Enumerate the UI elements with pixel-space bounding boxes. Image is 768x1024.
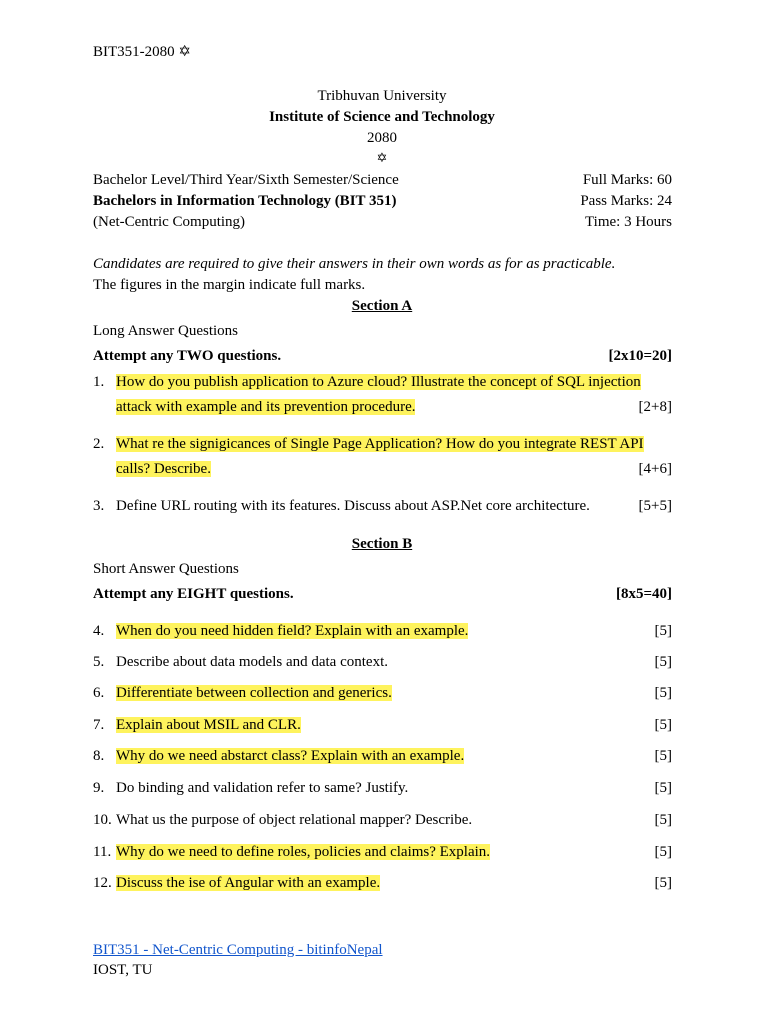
section-b-marks: [8x5=40] xyxy=(615,586,672,602)
level-text: Bachelor Level/Third Year/Sixth Semester/Science xyxy=(93,172,399,188)
question-number: 3. xyxy=(93,498,105,514)
question-marks: [4+6] xyxy=(638,461,672,477)
section-a-attempt: Attempt any TWO questions. xyxy=(93,348,282,364)
university-name: Tribhuvan University xyxy=(317,88,447,104)
source-link[interactable]: BIT351 - Net-Centric Computing - bitinfoNepal xyxy=(93,942,383,958)
star-icon: ✡ xyxy=(376,150,388,165)
question-marks: [5+5] xyxy=(638,498,672,514)
question-marks: [5] xyxy=(654,717,672,733)
question-text-cont: attack with example and its prevention procedure. xyxy=(116,399,416,415)
question-number: 12. xyxy=(93,875,112,891)
question-marks: [5] xyxy=(654,748,672,764)
section-a-title: Section A xyxy=(351,298,413,314)
section-b-title: Section B xyxy=(351,536,413,552)
section-a-subtitle: Long Answer Questions xyxy=(93,323,238,339)
question-marks: [5] xyxy=(654,654,672,670)
question-number: 9. xyxy=(93,780,105,796)
question-marks: [5] xyxy=(654,844,672,860)
question-text: Why do we need abstarct class? Explain with an example. xyxy=(116,748,465,764)
question-text: Discuss the ise of Angular with an example. xyxy=(116,875,381,891)
program-text: Bachelors in Information Technology (BIT 351) xyxy=(93,193,397,209)
question-text: Why do we need to define roles, policies and claims? Explain. xyxy=(116,844,491,860)
question-text: Explain about MSIL and CLR. xyxy=(116,717,301,733)
question-text: Differentiate between collection and generics. xyxy=(116,685,392,701)
question-text: What re the signigicances of Single Page Application? How do you integrate REST API xyxy=(116,436,644,452)
question-text: Describe about data models and data context. xyxy=(116,654,388,670)
question-number: 7. xyxy=(93,717,105,733)
question-marks: [5] xyxy=(654,685,672,701)
question-number: 2. xyxy=(93,436,105,452)
pass-marks: Pass Marks: 24 xyxy=(580,193,672,209)
question-number: 1. xyxy=(93,374,105,390)
question-number: 10. xyxy=(93,812,112,828)
question-number: 11. xyxy=(93,844,112,860)
footer-org: IOST, TU xyxy=(93,962,153,978)
question-text-cont: calls? Describe. xyxy=(116,461,211,477)
section-b-subtitle: Short Answer Questions xyxy=(93,561,239,577)
exam-year: 2080 xyxy=(367,130,397,146)
question-text: When do you need hidden field? Explain with an example. xyxy=(116,623,469,639)
question-marks: [2+8] xyxy=(638,399,672,415)
question-text: How do you publish application to Azure cloud? Illustrate the concept of SQL injection xyxy=(116,374,641,390)
question-number: 8. xyxy=(93,748,105,764)
section-b-attempt: Attempt any EIGHT questions. xyxy=(93,586,294,602)
question-marks: [5] xyxy=(654,875,672,891)
time-text: Time: 3 Hours xyxy=(585,214,672,230)
question-number: 4. xyxy=(93,623,105,639)
instruction-line-2: The figures in the margin indicate full marks. xyxy=(93,277,366,293)
question-marks: [5] xyxy=(654,623,672,639)
question-text: Do binding and validation refer to same? Justify. xyxy=(116,780,409,796)
question-marks: [5] xyxy=(654,780,672,796)
question-number: 5. xyxy=(93,654,105,670)
section-a-marks: [2x10=20] xyxy=(608,348,672,364)
paper-code: BIT351-2080 ✡ xyxy=(93,44,191,60)
course-text: (Net-Centric Computing) xyxy=(93,214,246,230)
question-text: What us the purpose of object relational mapper? Describe. xyxy=(116,812,473,828)
question-number: 6. xyxy=(93,685,105,701)
instruction-line-1: Candidates are required to give their answers in their own words as for as practicable. xyxy=(93,256,616,272)
question-marks: [5] xyxy=(654,812,672,828)
question-text: Define URL routing with its features. Discuss about ASP.Net core architecture. xyxy=(116,498,590,514)
institute-name: Institute of Science and Technology xyxy=(269,109,495,125)
full-marks: Full Marks: 60 xyxy=(582,172,672,188)
